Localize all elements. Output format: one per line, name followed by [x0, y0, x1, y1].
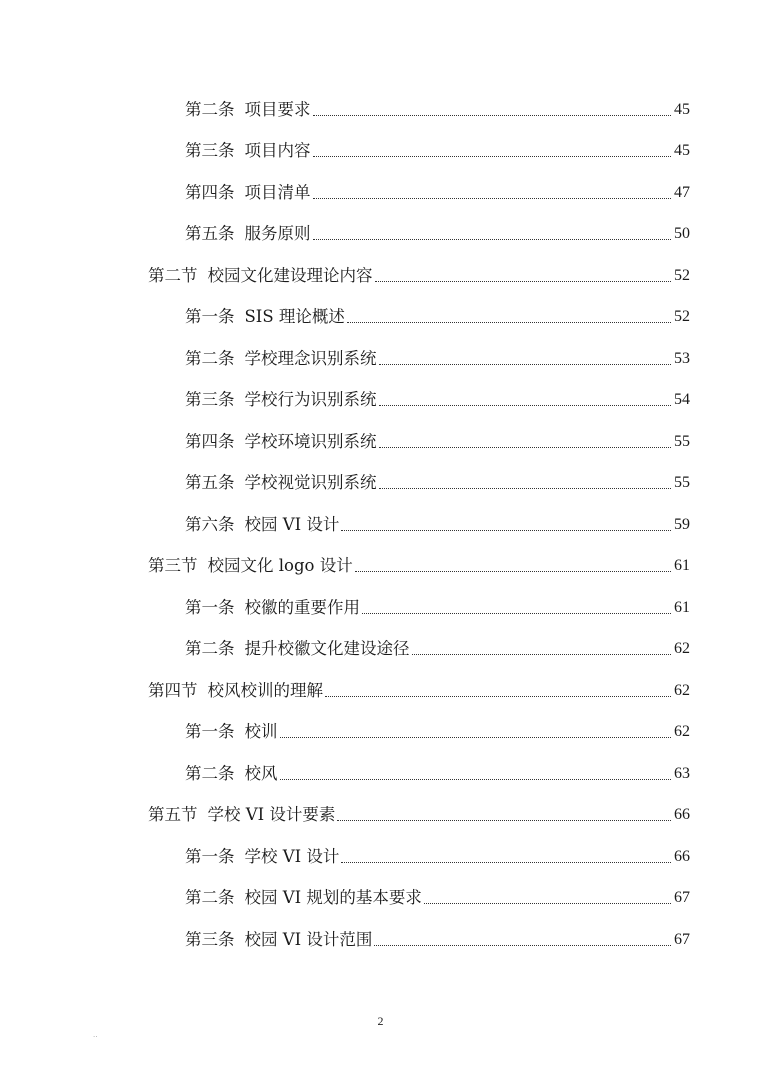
toc-entry-number: 第一条	[185, 597, 235, 617]
toc-entry-number: 第三节	[148, 556, 198, 576]
toc-entry-number: 第三条	[185, 141, 235, 161]
toc-article-entry[interactable]	[185, 131, 690, 173]
dot-leader	[313, 239, 672, 240]
toc-entry-title: 学校 VI 设计	[244, 846, 340, 866]
toc-entry-number: 第三条	[185, 390, 235, 410]
toc-entry-title: 学校环境识别系统	[244, 431, 377, 451]
toc-article-entry[interactable]	[185, 89, 690, 131]
toc-entry-number: 第三条	[185, 929, 235, 949]
toc-entry-title: 校园 VI 规划的基本要求	[244, 888, 422, 908]
toc-article-entry[interactable]	[185, 338, 690, 380]
toc-article-entry[interactable]	[185, 919, 690, 961]
dot-leader	[325, 696, 671, 697]
toc-entry-page: 45	[674, 142, 690, 160]
toc-entry-number: 第五节	[148, 805, 198, 825]
dot-leader	[375, 281, 672, 282]
dot-leader	[379, 447, 672, 448]
toc-entry-page: 67	[674, 889, 690, 907]
toc-entry-page: 67	[674, 930, 690, 948]
toc-entry-title: 校徽的重要作用	[244, 597, 360, 617]
toc-section-entry[interactable]	[148, 255, 690, 297]
dot-leader	[347, 322, 671, 323]
toc-article-entry[interactable]	[185, 297, 690, 339]
toc-article-entry[interactable]	[185, 421, 690, 463]
toc-entry-number: 第二条	[185, 639, 235, 659]
dot-leader	[280, 779, 672, 780]
toc-entry-title: 校风	[244, 763, 278, 783]
toc-entry-number: 第五条	[185, 224, 235, 244]
toc-entry-title: 学校理念识别系统	[244, 348, 377, 368]
toc-article-entry[interactable]	[185, 836, 690, 878]
toc-entry-title: 学校视觉识别系统	[244, 473, 377, 493]
dot-leader	[424, 903, 671, 904]
toc-entry-number: 第四条	[185, 431, 235, 451]
dot-leader	[379, 405, 672, 406]
toc-entry-page: 62	[674, 723, 690, 741]
corner-mark: ..	[93, 1031, 98, 1039]
toc-entry-page: 66	[674, 806, 690, 824]
dot-leader	[341, 530, 671, 531]
dot-leader	[412, 654, 672, 655]
toc-article-entry[interactable]	[185, 712, 690, 754]
table-of-contents	[0, 89, 761, 961]
toc-section-entry[interactable]	[148, 546, 690, 588]
toc-entry-page: 55	[674, 474, 690, 492]
toc-article-entry[interactable]	[185, 214, 690, 256]
toc-entry-page: 59	[674, 515, 690, 533]
toc-entry-page: 47	[674, 183, 690, 201]
toc-entry-number: 第二条	[185, 99, 235, 119]
toc-entry-title: 校园文化 logo 设计	[207, 556, 353, 576]
toc-article-entry[interactable]	[185, 172, 690, 214]
toc-entry-number: 第五条	[185, 473, 235, 493]
toc-article-entry[interactable]	[185, 878, 690, 920]
toc-entry-page: 52	[674, 308, 690, 326]
toc-article-entry[interactable]	[185, 629, 690, 671]
toc-article-entry[interactable]	[185, 753, 690, 795]
dot-leader	[313, 115, 672, 116]
toc-entry-number: 第二节	[148, 265, 198, 285]
toc-entry-number: 第一条	[185, 722, 235, 742]
dot-leader	[374, 945, 671, 946]
toc-entry-number: 第二条	[185, 348, 235, 368]
toc-entry-page: 62	[674, 681, 690, 699]
toc-article-entry[interactable]	[185, 380, 690, 422]
toc-entry-title: 项目清单	[244, 182, 311, 202]
toc-entry-number: 第四节	[148, 680, 198, 700]
toc-entry-title: 校园文化建设理论内容	[207, 265, 373, 285]
dot-leader	[313, 156, 672, 157]
toc-entry-page: 53	[674, 349, 690, 367]
toc-entry-number: 第六条	[185, 514, 235, 534]
toc-entry-page: 50	[674, 225, 690, 243]
toc-entry-title: 学校行为识别系统	[244, 390, 377, 410]
dot-leader	[355, 571, 671, 572]
toc-entry-page: 45	[674, 100, 690, 118]
toc-entry-title: 校风校训的理解	[207, 680, 323, 700]
dot-leader	[337, 820, 671, 821]
toc-entry-title: 校园 VI 设计	[244, 514, 340, 534]
toc-entry-page: 61	[674, 557, 690, 575]
toc-entry-title: 学校 VI 设计要素	[207, 805, 336, 825]
toc-entry-title: 服务原则	[244, 224, 311, 244]
toc-entry-title: 项目内容	[244, 141, 311, 161]
toc-entry-page: 55	[674, 432, 690, 450]
toc-entry-title: 提升校徽文化建设途径	[244, 639, 410, 659]
toc-entry-title: SIS 理论概述	[244, 307, 345, 327]
dot-leader	[379, 364, 672, 365]
toc-entry-title: 校园 VI 设计范围	[244, 929, 373, 949]
dot-leader	[313, 198, 672, 199]
toc-section-entry[interactable]	[148, 670, 690, 712]
toc-entry-page: 63	[674, 764, 690, 782]
toc-article-entry[interactable]	[185, 504, 690, 546]
toc-entry-number: 第一条	[185, 846, 235, 866]
dot-leader	[379, 488, 672, 489]
dot-leader	[280, 737, 672, 738]
page-number: 2	[377, 1014, 384, 1028]
toc-entry-title: 校训	[244, 722, 278, 742]
toc-entry-page: 61	[674, 598, 690, 616]
toc-entry-page: 52	[674, 266, 690, 284]
toc-article-entry[interactable]	[185, 463, 690, 505]
dot-leader	[341, 862, 671, 863]
toc-article-entry[interactable]	[185, 587, 690, 629]
toc-entry-page: 54	[674, 391, 690, 409]
toc-entry-page: 66	[674, 847, 690, 865]
toc-entry-number: 第二条	[185, 763, 235, 783]
toc-entry-number: 第一条	[185, 307, 235, 327]
toc-section-entry[interactable]	[148, 795, 690, 837]
toc-entry-number: 第二条	[185, 888, 235, 908]
toc-entry-page: 62	[674, 640, 690, 658]
toc-entry-title: 项目要求	[244, 99, 311, 119]
dot-leader	[362, 613, 671, 614]
toc-entry-number: 第四条	[185, 182, 235, 202]
